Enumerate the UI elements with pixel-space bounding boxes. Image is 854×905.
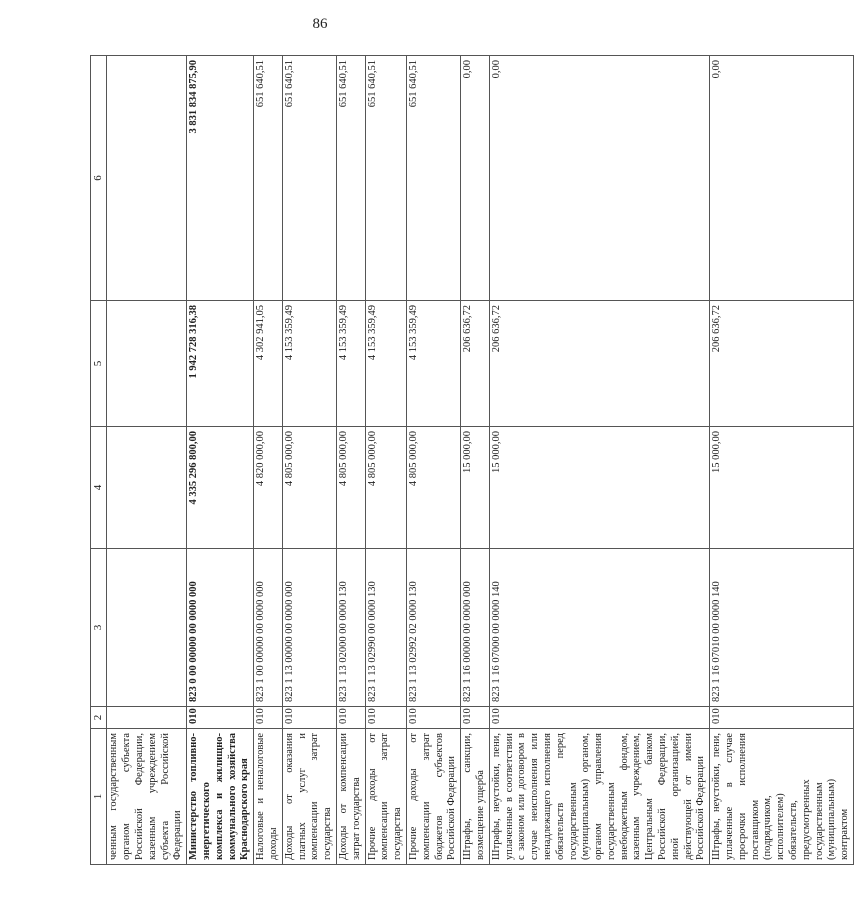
admin-code: 010 (336, 707, 365, 729)
value-col5: 206 636,72 (461, 301, 490, 427)
value-col6: 651 640,51 (365, 56, 406, 301)
budget-code: 823 1 16 07000 00 0000 140 (489, 549, 710, 707)
row-name: Штрафы, санкции, возмещение ущерба (461, 729, 490, 865)
value-col6: 0,00 (461, 56, 490, 301)
admin-code: 010 (282, 707, 336, 729)
value-col5: 1 942 728 316,38 (187, 301, 254, 427)
value-col6: 651 640,51 (254, 56, 283, 301)
budget-code: 823 0 00 00000 00 0000 000 (187, 549, 254, 707)
value-col4: 4 335 296 800,00 (187, 427, 254, 549)
value-col5: 4 302 941,05 (254, 301, 283, 427)
column-number: 2 (91, 707, 107, 729)
revenue-table (90, 55, 854, 865)
value-col6 (107, 56, 187, 301)
column-number: 3 (91, 549, 107, 707)
value-col6: 0,00 (710, 56, 854, 301)
value-col6: 0,00 (489, 56, 710, 301)
admin-code: 010 (187, 707, 254, 729)
row-name: Доходы от оказания платных услуг и компенсации затрат государства (282, 729, 336, 865)
value-col5: 206 636,72 (489, 301, 710, 427)
row-name: Налоговые и неналоговые доходы (254, 729, 283, 865)
value-col4: 4 805 000,00 (365, 427, 406, 549)
table-row (336, 56, 365, 865)
column-number: 4 (91, 427, 107, 549)
admin-code: 010 (489, 707, 710, 729)
row-name: Прочие доходы от компенсации затрат государства (365, 729, 406, 865)
value-col4: 4 805 000,00 (336, 427, 365, 549)
admin-code (107, 707, 187, 729)
table-row (365, 56, 406, 865)
column-number-row (91, 56, 107, 865)
value-col5: 4 153 359,49 (282, 301, 336, 427)
admin-code: 010 (461, 707, 490, 729)
value-col4 (107, 427, 187, 549)
column-number: 5 (91, 301, 107, 427)
row-name: Доходы от компенсации затрат государства (336, 729, 365, 865)
row-name: Штрафы, неустойки, пени, уплаченные в случае просрочки исполнения поставщиком (подрядчиком, исполнителем) обязательств, предусмотренных государственным (муниципальным) контрактом (710, 729, 854, 865)
row-name: ченным государственным органом субъекта Российской Федерации, казенным учреждением субъекта Российской Федерации (107, 729, 187, 865)
value-col5 (107, 301, 187, 427)
value-col4: 4 805 000,00 (406, 427, 460, 549)
budget-code (107, 549, 187, 707)
budget-code: 823 1 16 07010 00 0000 140 (710, 549, 854, 707)
column-number: 1 (91, 729, 107, 865)
page-number: 86 (312, 16, 328, 32)
table-row (187, 56, 254, 865)
row-name: Прочие доходы от компенсации затрат бюджетов субъектов Российской Федерации (406, 729, 460, 865)
budget-code: 823 1 13 00000 00 0000 000 (282, 549, 336, 707)
value-col6: 651 640,51 (282, 56, 336, 301)
value-col4: 15 000,00 (461, 427, 490, 549)
value-col6: 3 831 834 875,90 (187, 56, 254, 301)
value-col5: 4 153 359,49 (365, 301, 406, 427)
value-col4: 4 820 000,00 (254, 427, 283, 549)
admin-code: 010 (710, 707, 854, 729)
admin-code: 010 (254, 707, 283, 729)
table-row (406, 56, 460, 865)
table-row (107, 56, 187, 865)
value-col4: 15 000,00 (489, 427, 710, 549)
column-number: 6 (91, 56, 107, 301)
value-col6: 651 640,51 (336, 56, 365, 301)
table-frame (90, 56, 851, 865)
rotated-table-container (90, 56, 851, 865)
table-row (489, 56, 710, 865)
table-row (710, 56, 854, 865)
table-row (254, 56, 283, 865)
row-name: Министерство топливно-энергетического комплекса и жилищно-коммунального хозяйства Краснодарского края (187, 729, 254, 865)
budget-code: 823 1 13 02000 00 0000 130 (336, 549, 365, 707)
table-row (461, 56, 490, 865)
budget-code: 823 1 13 02992 02 0000 130 (406, 549, 460, 707)
value-col5: 206 636,72 (710, 301, 854, 427)
admin-code: 010 (365, 707, 406, 729)
budget-code: 823 1 16 00000 00 0000 000 (461, 549, 490, 707)
value-col5: 4 153 359,49 (336, 301, 365, 427)
row-name: Штрафы, неустойки, пени, уплаченные в соответствии с законом или договором в случае неисполнения или ненадлежащего исполнения обязательств перед государственным (муниципальным) органом, органом управления государственным внебюджетным фондом, казенным учреждением, Центральным банком Российской Федерации, иной организацией, действующей от имени Российской Федерации (489, 729, 710, 865)
value-col4: 15 000,00 (710, 427, 854, 549)
budget-code: 823 1 13 02990 00 0000 130 (365, 549, 406, 707)
value-col4: 4 805 000,00 (282, 427, 336, 549)
table-row (282, 56, 336, 865)
budget-code: 823 1 00 00000 00 0000 000 (254, 549, 283, 707)
value-col6: 651 640,51 (406, 56, 460, 301)
admin-code: 010 (406, 707, 460, 729)
value-col5: 4 153 359,49 (406, 301, 460, 427)
